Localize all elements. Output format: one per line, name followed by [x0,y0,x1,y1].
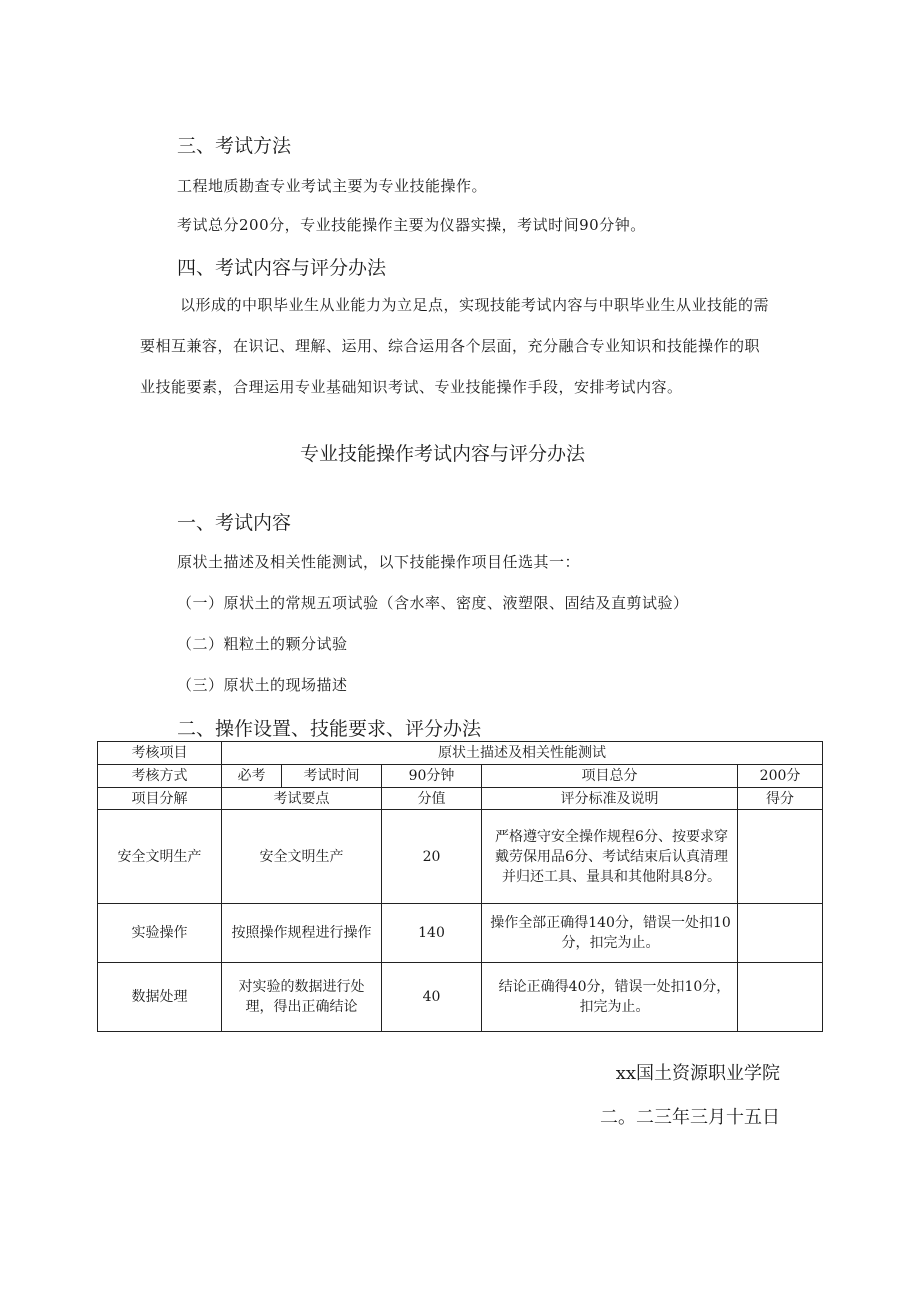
table-header-row [98,788,823,810]
header-score: 分值 [382,788,482,810]
table-row [98,810,823,904]
part1-item-2: （二）粗粒土的颗分试验 [177,635,348,653]
exam-item-label: 考核项目 [98,742,222,765]
header-item-breakdown: 项目分解 [98,788,222,810]
total-score-label: 项目总分 [482,765,738,788]
section4-para-line3: 业技能要素，合理运用专业基础知识考试、专业技能操作手段，安排考试内容。 [140,378,683,396]
exam-time-value: 90分钟 [382,765,482,788]
table-row [98,963,823,1032]
row-point: 对实验的数据进行处理，得出正确结论 [222,963,382,1032]
part1-intro: 原状土描述及相关性能测试，以下技能操作项目任选其一： [177,553,581,571]
part1-heading: 一、考试内容 [177,512,292,534]
section3-heading: 三、考试方法 [177,135,292,157]
total-score-value: 200分 [738,765,823,788]
section3-line1: 工程地质勘查专业考试主要为专业技能操作。 [177,177,488,195]
exam-mode-value: 必考 [222,765,282,788]
signature-date: 二。二三年三月十五日 [600,1107,780,1128]
signature-org: xx国土资源职业学院 [615,1063,780,1084]
row-criteria: 严格遵守安全操作规程6分、按要求穿戴劳保用品6分、考试结束后认真清理并归还工具、量具和其他附具8分。 [482,810,738,904]
table-row-exam-item [98,742,823,765]
row-score: 140 [382,904,482,963]
header-criteria: 评分标准及说明 [482,788,738,810]
exam-time-label: 考试时间 [282,765,382,788]
row-item: 实验操作 [98,904,222,963]
row-item: 安全文明生产 [98,810,222,904]
row-obtained [738,963,823,1032]
row-obtained [738,810,823,904]
header-exam-points: 考试要点 [222,788,382,810]
document-title: 专业技能操作考试内容与评分办法 [300,443,586,465]
row-criteria: 结论正确得40分，错误一处扣10分，扣完为止。 [482,963,738,1032]
exam-item-value: 原状土描述及相关性能测试 [222,742,823,765]
header-obtained: 得分 [738,788,823,810]
scoring-table [97,741,823,1032]
row-item: 数据处理 [98,963,222,1032]
section4-para-line1: 以形成的中职毕业生从业能力为立足点，实现技能考试内容与中职毕业生从业技能的需 [180,296,770,314]
section3-line2: 考试总分200分，专业技能操作主要为仪器实操，考试时间90分钟。 [177,216,646,234]
row-criteria: 操作全部正确得140分，错误一处扣10分，扣完为止。 [482,904,738,963]
row-score: 20 [382,810,482,904]
exam-mode-label: 考核方式 [98,765,222,788]
part2-heading: 二、操作设置、技能要求、评分办法 [177,718,482,740]
table-row-exam-mode [98,765,823,788]
part1-item-3: （三）原状土的现场描述 [177,676,348,694]
row-obtained [738,904,823,963]
row-score: 40 [382,963,482,1032]
table-row [98,904,823,963]
row-point: 安全文明生产 [222,810,382,904]
part1-item-1: （一）原状土的常规五项试验（含水率、密度、液塑限、固结及直剪试验） [177,594,689,612]
row-point: 按照操作规程进行操作 [222,904,382,963]
section4-heading: 四、考试内容与评分办法 [177,257,387,279]
section4-para-line2: 要相互兼容，在识记、理解、运用、综合运用各个层面，充分融合专业知识和技能操作的职 [140,337,761,355]
